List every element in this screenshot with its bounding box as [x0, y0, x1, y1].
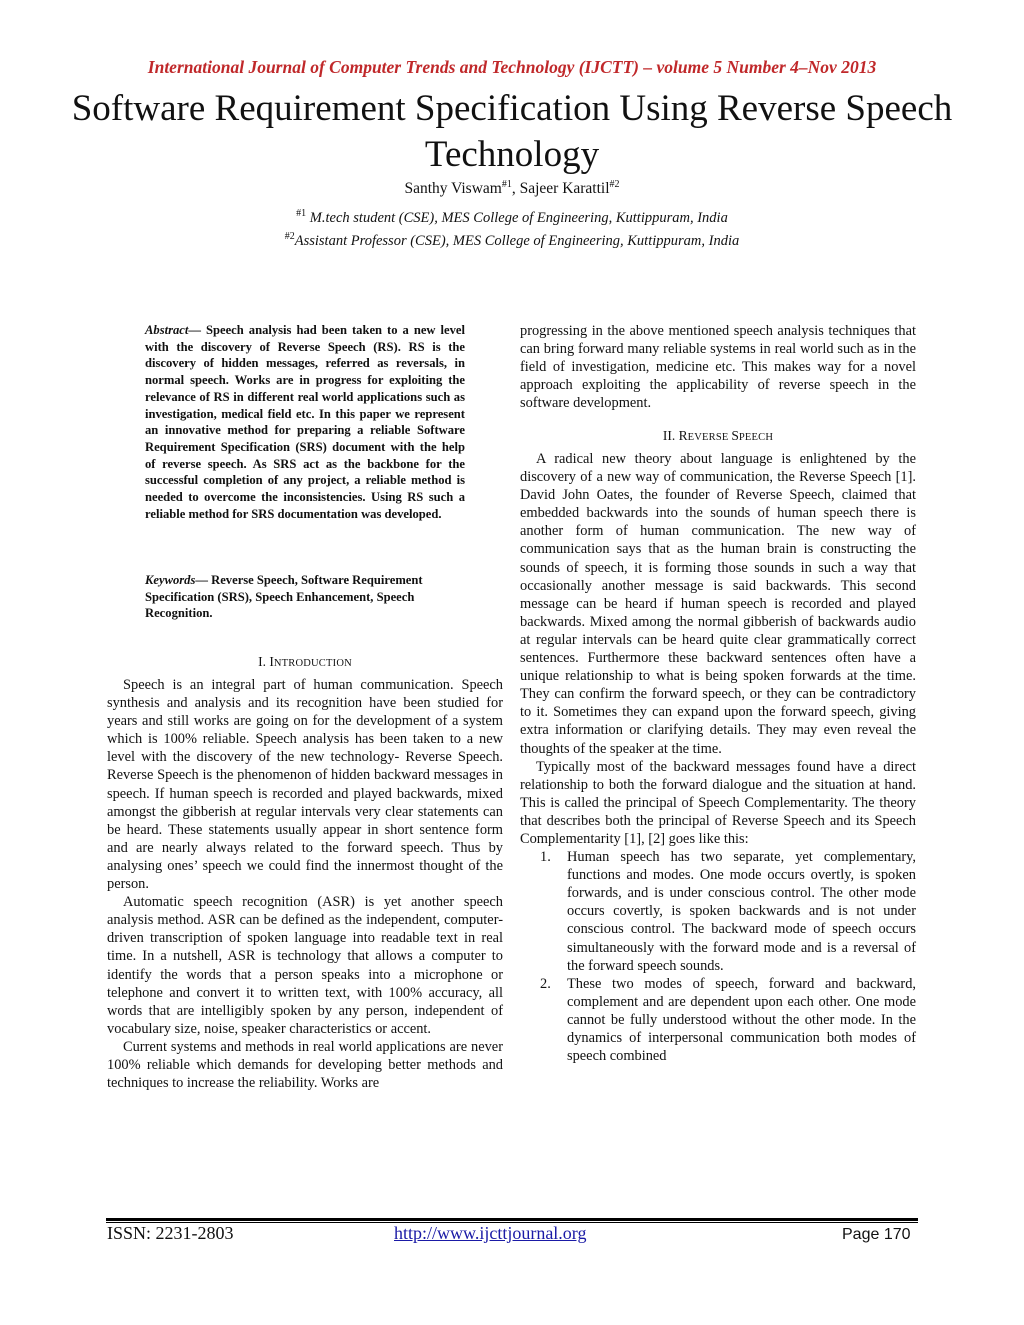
abstract-label: Abstract	[145, 323, 189, 337]
page-label: Page	[842, 1226, 880, 1243]
section-cap: R	[678, 428, 688, 443]
author-line	[0, 180, 1024, 198]
right-column-continuation	[520, 322, 916, 412]
list-number: 1.	[540, 849, 551, 866]
author-separator: ,	[511, 180, 520, 197]
section-heading-introduction	[107, 654, 503, 670]
intro-paragraph-3: Current systems and methods in real world applications are never 100% reliable which demands for developing better methods and techniques to increase the reliability. Works are	[107, 1038, 503, 1092]
keywords-label: Keywords	[145, 573, 196, 587]
author-name-2: Sajeer Karattil	[519, 180, 610, 197]
continued-paragraph: progressing in the above mentioned speech analysis techniques that can bring forward many reliable systems in real world such as in the field of investigation, medicine etc. This makes way for a novel approach exploiting the applicability of reverse speech in the software development.	[520, 323, 916, 412]
list-item	[520, 975, 916, 1065]
footer-page-number	[842, 1226, 911, 1244]
abstract-text: — Speech analysis had been taken to a new level with the discovery of Reverse Speech (RS). RS is the discovery of hidden messages, referred as reversals, in normal speech. Works are in progress for exploiting the relevance of RS in different real world applications such as investigation, medical field etc. In this paper we represent an innovative method for preparing a reliable Software Requirement Specification (SRS) document with the help of reverse speech. As SRS act as the backbone for the successful completion of any project, a reliable method is needed to overcome the inconsistencies. Using RS such a reliable method for SRS documentation was developed.	[145, 323, 465, 521]
footer-rule	[106, 1218, 918, 1221]
section-rest: NTRODUCTION	[273, 658, 352, 669]
section-rest: EVERSE	[687, 432, 732, 443]
author-mark-1: #1	[501, 178, 512, 190]
affiliation-mark-2: #2	[284, 231, 295, 243]
left-column-body	[107, 676, 503, 1092]
section-cap: I	[269, 654, 274, 669]
journal-header: International Journal of Computer Trends and Technology (IJCTT) – volume 5 Number 4–Nov 2013	[147, 57, 877, 77]
right-column-body	[520, 450, 916, 1065]
section-number: I.	[258, 654, 270, 669]
affiliation-text-2: Assistant Professor (CSE), MES College of Engineering, Kuttippuram, India	[294, 233, 740, 249]
page-num: 170	[883, 1226, 911, 1243]
abstract	[145, 322, 465, 522]
reverse-speech-paragraph-1: A radical new theory about language is enlightened by the discovery of a new way of communication, the Reverse Speech [1]. David John Oates, the founder of Reverse Speech, claimed that embedded backwards into the sounds of human speech there is another form of human communication. The new way of communication says that as the human brain is constructing the sounds of speech, it is forming those sounds in such a way that occasionally another message is said backwards. This second message can be heard if human speech is recorded and played backwards. Mixed among the normal gibberish of backwards audio at regular intervals can be heard quite clear grammatically correct sentences. Furthermore these backward sentences often have a unique relationship to what is being spoken forwards at the time. They can confirm the forward speech, or they can be contradictory to it. Sometimes they can expand upon the forward speech, giving extra information or clarifying details. They may even reveal the thoughts of the speaker at the time.	[520, 451, 916, 757]
section-cap: S	[731, 428, 739, 443]
affiliation-text-1: M.tech student (CSE), MES College of Engineering, Kuttippuram, India	[306, 210, 728, 226]
list-item	[520, 848, 916, 975]
paper-title: Software Requirement Specification Using Reverse Speech Technology	[71, 88, 953, 175]
author-mark-2: #2	[609, 178, 620, 190]
keywords-text: — Reverse Speech, Software Requirement Specification (SRS), Speech Enhancement, Speech Recognition.	[145, 573, 423, 621]
author-name-1: Santhy Viswam	[404, 180, 502, 197]
numbered-list	[520, 848, 916, 1065]
footer-journal-link[interactable]: http://www.ijcttjournal.org	[394, 1223, 587, 1243]
footer-issn: ISSN: 2231-2803	[107, 1223, 234, 1243]
intro-paragraph-2: Automatic speech recognition (ASR) is yet another speech analysis method. ASR can be defined as the independent, computer-driven transcription of spoken language into readable text in real time. In a nutshell, ASR is technology that allows a computer to identify the words that a person speaks into a microphone or telephone and convert it to written text, with 100% accuracy, all words that are intelligibly spoken by any person, independent of vocabulary size, noise, speaker characteristics or accent.	[107, 894, 503, 1037]
keywords	[145, 572, 465, 622]
section-number: II.	[662, 428, 679, 443]
intro-paragraph-1: Speech is an integral part of human communication. Speech synthesis and analysis and its recognition have been studied for years and still works are going on for the development of a system which is 100% reliable. Speech analysis has been taken to a new level with the discovery of the new technology- Reverse Speech. Reverse Speech is the phenomenon of hidden backward messages in speech. If human speech is recorded and played backwards, mixed amongst the gibberish at regular intervals very clear statements can be heard. These statements usually appear in short sentence form and are nearly always related to the forward speech. Thus by analysing ones’ speech we could find the innermost thought of the person.	[107, 677, 503, 893]
affiliation-2	[0, 233, 1024, 250]
reverse-speech-paragraph-2: Typically most of the backward messages found have a direct relationship to both the forward dialogue and the situation at hand. This is called the principal of Speech Complementarity. The theory that describes both the principal of Reverse Speech and its Speech Complementarity [1], [2] goes like this:	[520, 758, 916, 847]
list-number: 2.	[540, 975, 551, 992]
list-text: Human speech has two separate, yet complementary, functions and modes. One mode occurs overtly, is spoken forwards, and is under conscious control. The other mode occurs covertly, is spoken backwards and is not under conscious control. The backward mode of speech occurs simultaneously with the forward mode and is a reversal of the forward speech sounds.	[567, 849, 916, 974]
affiliation-mark-1: #1	[296, 208, 307, 220]
section-heading-reverse-speech	[520, 428, 916, 444]
list-text: These two modes of speech, forward and backward, complement and are dependent upon each other. One mode cannot be fully understood without the other mode. In the dynamics of interpersonal communication both modes of speech combined	[567, 975, 916, 1065]
affiliation-1	[0, 210, 1024, 227]
section-rest: PEECH	[738, 432, 774, 443]
